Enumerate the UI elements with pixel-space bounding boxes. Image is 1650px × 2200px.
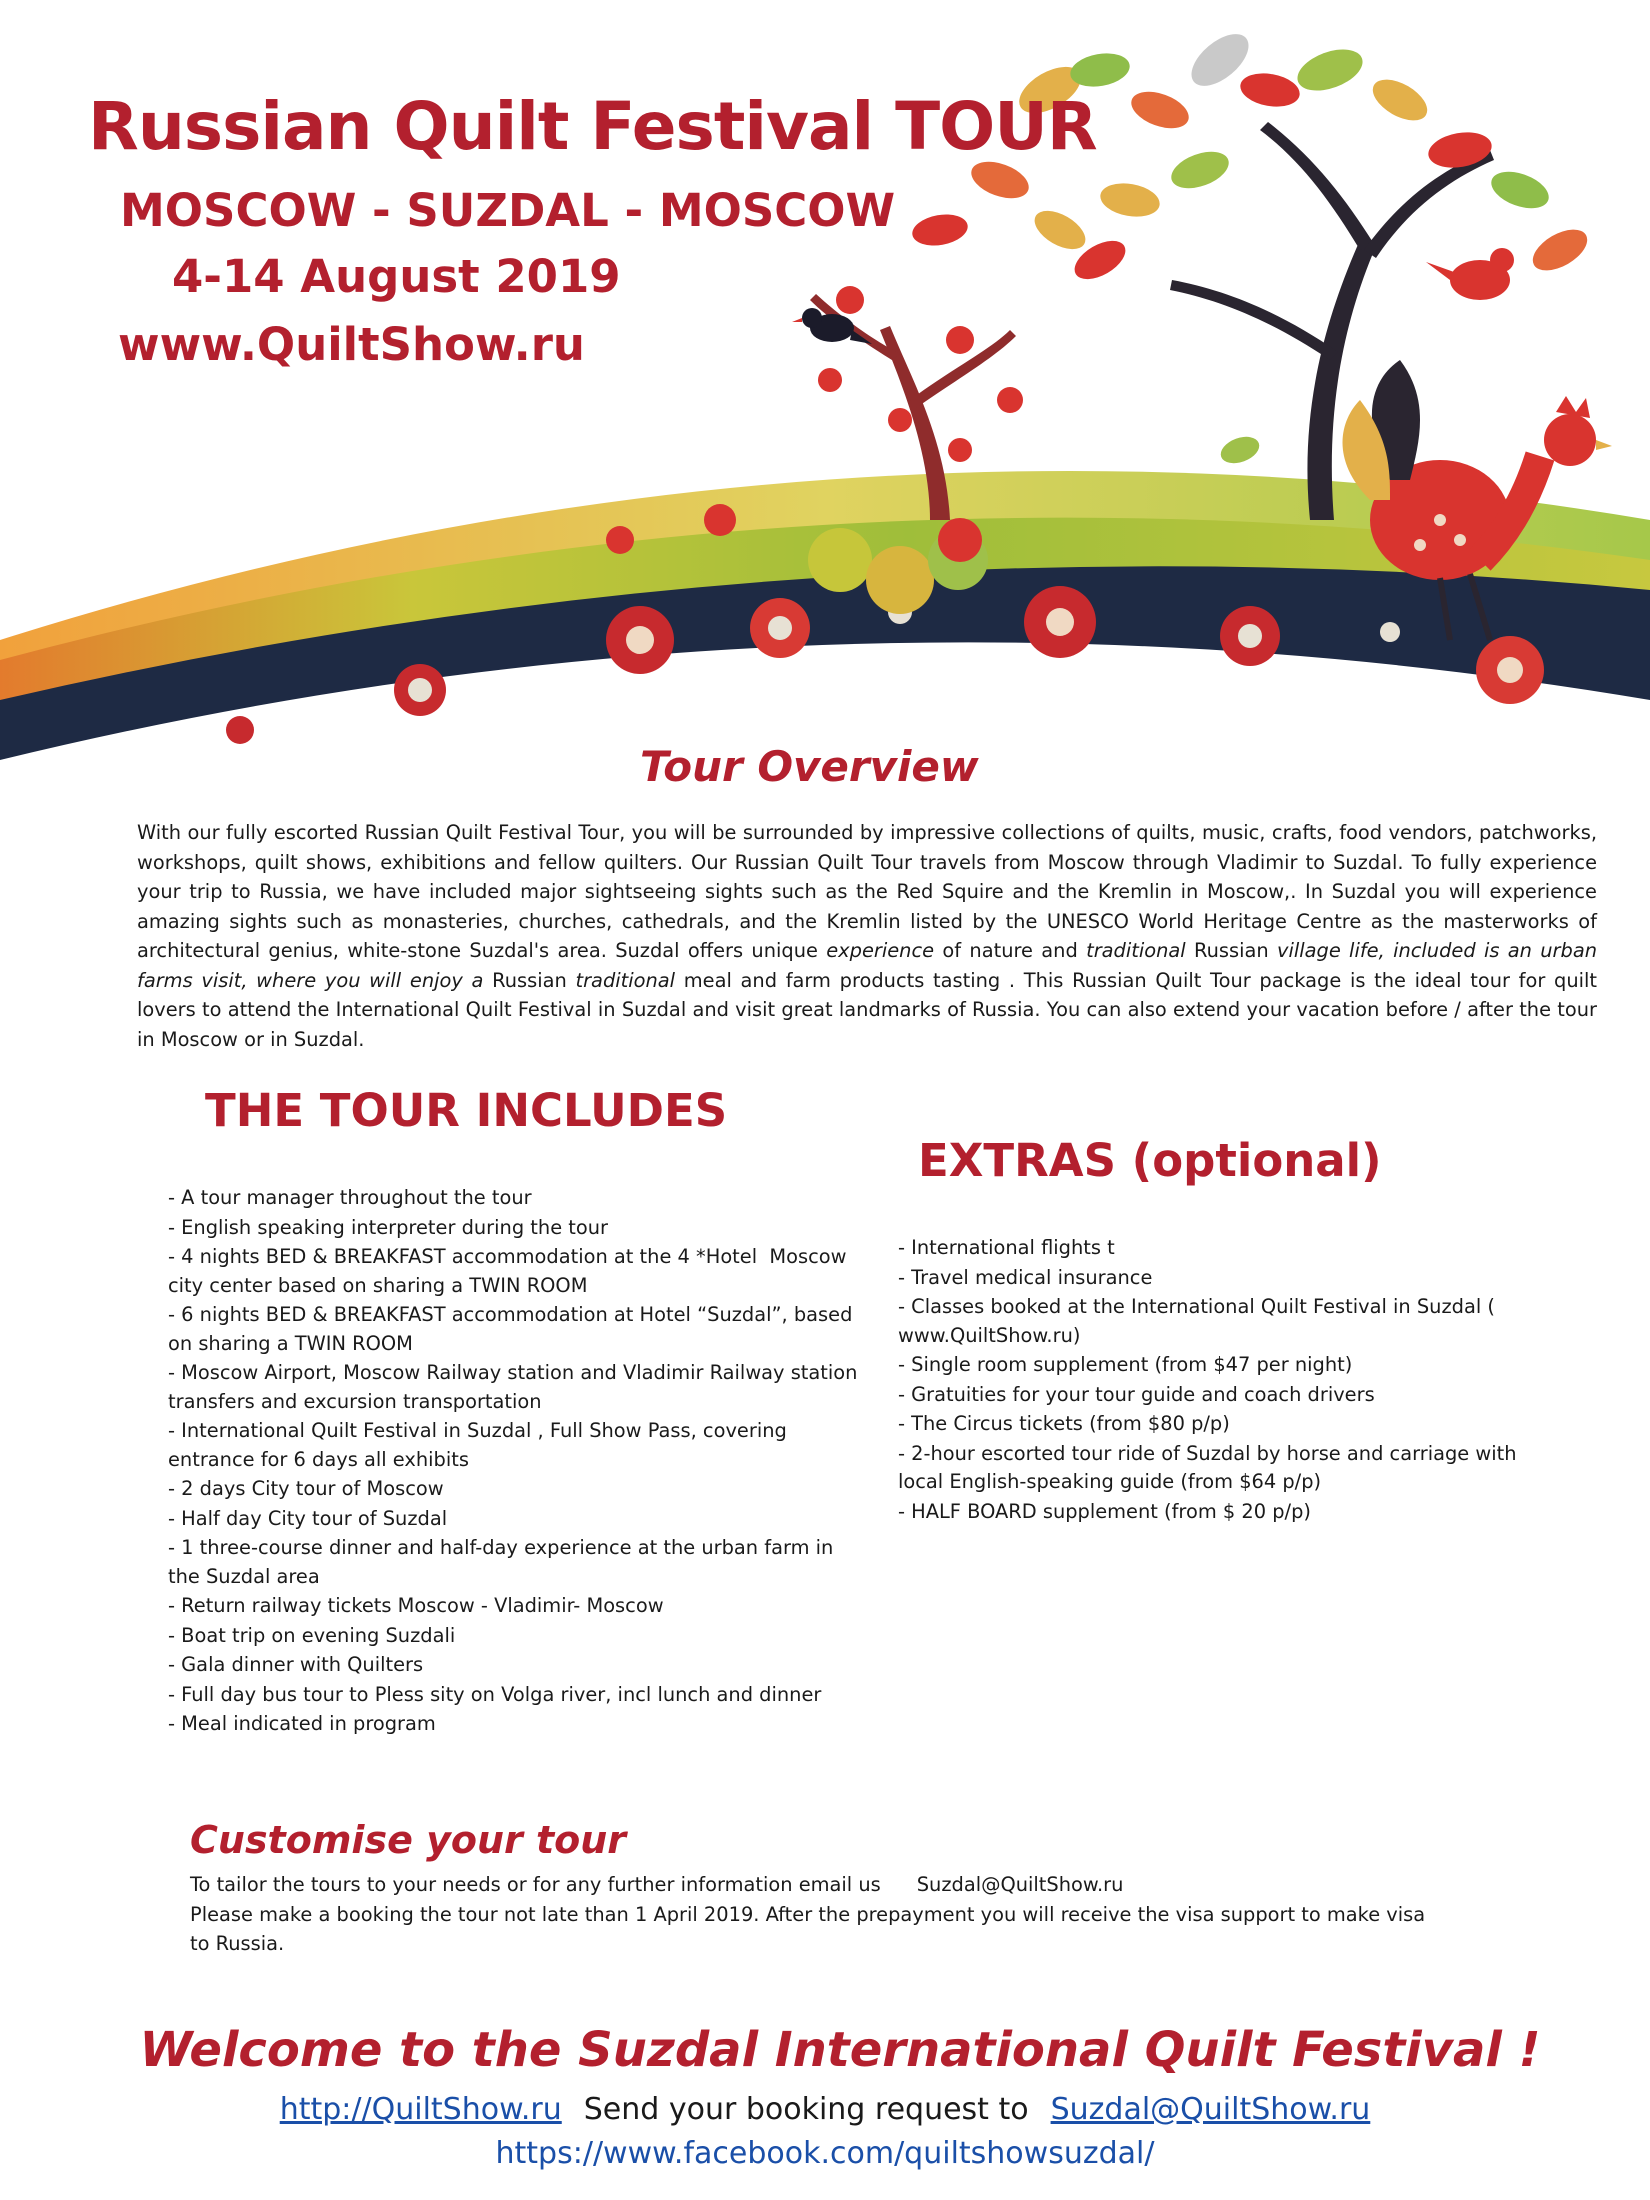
list-item: - Single room supplement (from $47 per night) — [898, 1353, 1353, 1376]
list-item: - Gala dinner with Quilters — [168, 1653, 424, 1676]
list-item: - The Circus tickets (from $80 p/p) — [898, 1412, 1230, 1435]
route-subtitle: MOSCOW - SUZDAL - MOSCOW — [120, 184, 896, 237]
list-item: - Gratuities for your tour guide and coach drivers — [898, 1382, 1375, 1406]
facebook-link[interactable]: https://www.facebook.com/quiltshowsuzdal/ — [495, 2136, 1155, 2171]
list-item: - Moscow Airport, Moscow Railway station and Vladimir Railway station transfers and excursion transportation — [168, 1361, 858, 1413]
facebook-row — [0, 2136, 1650, 2171]
overview-paragraph: With our fully escorted Russian Quilt Festival Tour, you will be surrounded by impressive collections of quilts, music, crafts, food vendors, patchworks, workshops, quilt shows, exhibitions and fellow quilters. Our Russian Quilt Tour travels from Moscow through Vladimir to Suzdal. To fully experience your trip to Russia, we have included major sightseeing sights such as the Red Squire and the Kremlin in Moscow,. In Suzdal you will experience amazing sights such as monasteries, churches, cathedrals, and the Kremlin listed by the UNESCO World Heritage Centre as the masterworks of architectural genius, white-stone Suzdal's area. Suzdal offers unique experience of nature and traditional Russian village life, included is an urban farms visit, where you will enjoy a Russian traditional meal and farm products tasting . This Russian Quilt Tour package is the ideal tour for quilt lovers to attend the International Quilt Festival in Suzdal and visit great landmarks of Russia. You can also extend your vacation before / after the tour in Moscow or in Suzdal. — [137, 821, 1598, 1051]
customise-heading: Customise your tour — [190, 1818, 627, 1862]
list-item: - Half day City tour of Suzdal — [168, 1506, 448, 1530]
list-item: - Travel medical insurance — [898, 1265, 1153, 1289]
list-item: - 2-hour escorted tour ride of Suzdal by horse and carriage with local English-speaking guide (from $64 p/p) — [898, 1441, 1517, 1493]
extras-heading: EXTRAS (optional) — [918, 1134, 1382, 1187]
contact-email: Suzdal@QuiltShow.ru — [916, 1873, 1124, 1896]
list-item: - English speaking interpreter during the tour — [168, 1215, 609, 1239]
website-heading: www.QuiltShow.ru — [118, 318, 585, 371]
booking-deadline-text: Please make a booking the tour not late than 1 April 2019. After the prepayment you will receive the visa support to make visa to Russia. — [190, 1903, 1426, 1955]
list-item: - 4 nights BED & BREAKFAST accommodation at the 4 *Hotel Moscow city center based on sharing a TWIN ROOM — [168, 1245, 847, 1297]
page-title: Russian Quilt Festival TOUR — [88, 88, 1097, 165]
list-item: - HALF BOARD supplement (from $ 20 p/p) — [898, 1499, 1311, 1523]
list-item: - Classes booked at the International Quilt Festival in Suzdal ( www.QuiltShow.ru) — [898, 1295, 1495, 1347]
website-link[interactable]: http://QuiltShow.ru — [279, 2092, 562, 2127]
extras-list — [898, 1234, 1538, 1527]
list-item: - A tour manager throughout the tour — [168, 1186, 532, 1209]
list-item: - Return railway tickets Moscow - Vladimir- Moscow — [168, 1594, 664, 1617]
booking-request-text: Send your booking request to — [583, 2092, 1029, 2127]
list-item: - International flights t — [898, 1236, 1115, 1259]
list-item: - Boat trip on evening Suzdali — [168, 1623, 456, 1647]
includes-list — [168, 1184, 868, 1740]
list-item: - International Quilt Festival in Suzdal , Full Show Pass, covering entrance for 6 days all exhibits — [168, 1419, 787, 1471]
list-item: - Meal indicated in program — [168, 1712, 436, 1735]
tour-dates: 4-14 August 2019 — [172, 250, 621, 303]
welcome-banner: Welcome to the Suzdal International Quilt Festival ! — [139, 2022, 1541, 2078]
list-item: - 6 nights BED & BREAKFAST accommodation at Hotel “Suzdal”, based on sharing a TWIN ROOM — [168, 1303, 853, 1355]
red-bird-icon — [1426, 248, 1514, 300]
list-item: - 2 days City tour of Moscow — [168, 1477, 444, 1500]
overview-heading: Tour Overview — [640, 742, 979, 791]
customise-contact-line: To tailor the tours to your needs or for any further information email us Suzdal@QuiltShow.ru — [190, 1873, 1124, 1896]
list-item: - Full day bus tour to Pless sity on Volga river, incl lunch and dinner — [168, 1682, 822, 1706]
includes-heading: THE TOUR INCLUDES — [205, 1084, 728, 1137]
list-item: - 1 three-course dinner and half-day experience at the urban farm in the Suzdal area — [168, 1536, 834, 1588]
footer-links — [0, 2092, 1650, 2127]
email-link[interactable]: Suzdal@QuiltShow.ru — [1050, 2092, 1371, 2127]
